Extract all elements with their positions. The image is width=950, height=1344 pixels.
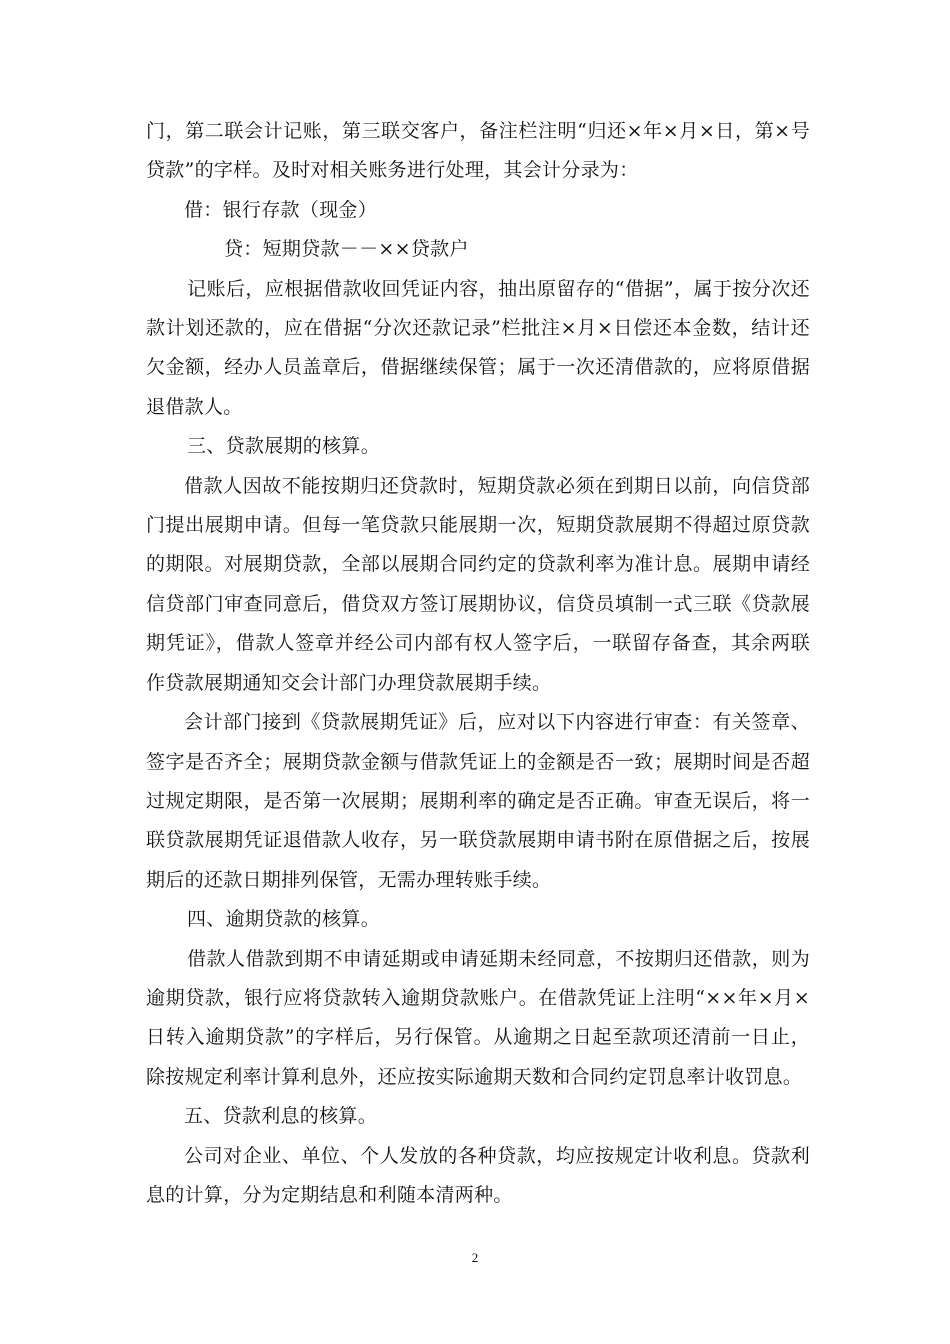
paragraph-11: 公司对企业、单位、个人发放的各种贷款，均应按规定计收利息。贷款利息的计算，分为定期结息和利随本清两种。 — [146, 1144, 810, 1206]
section-heading-5: 五、贷款利息的核算。 — [184, 1105, 378, 1128]
section-heading-3: 三、贷款展期的核算。 — [187, 435, 381, 458]
page-number: 2 — [471, 1250, 479, 1265]
section-heading-4: 四、逾期贷款的核算。 — [187, 908, 381, 931]
paragraph-7: 会计部门接到《贷款展期凭证》后，应对以下内容进行审查：有关签章、签字是否齐全；展期贷款金额与借款凭证上的金额是否一致；展期时间是否超过规定期限，是否第一次展期；展期利率的确定是否正确。审查无误后，将一联贷款展期凭证退借款人收存，另一联贷款展期申请书附在原借据之后，按展期后的还款日期排列保管，无需办理转账手续。 — [146, 711, 810, 891]
paragraph-6: 借款人因故不能按期归还贷款时，短期贷款必须在到期日以前，向信贷部门提出展期申请。但每一笔贷款只能展期一次，短期贷款展期不得超过原贷款的期限。对展期贷款，全部以展期合同约定的贷款利率为准计息。展期申请经信贷部门审查同意后，借贷双方签订展期协议，信贷员填制一式三联《贷款展期凭证》，借款人签章并经公司内部有权人签字后，一联留存备查，其余两联作贷款展期通知交会计部门办理贷款展期手续。 — [146, 474, 810, 694]
paragraph-1: 门，第二联会计记账，第三联交客户，备注栏注明“归还×年×月×日，第×号贷款”的字样。及时对相关账务进行处理，其会计分录为： — [146, 120, 810, 182]
paragraph-4: 记账后，应根据借款收回凭证内容，抽出原留存的“借据”，属于按分次还款计划还款的，应在借据“分次还款记录”栏批注×月×日偿还本金数，结计还欠金额，经办人员盖章后，借据继续保管；属于一次还清借款的，应将原借据退借款人。 — [146, 277, 810, 418]
paragraph-9: 借款人借款到期不申请延期或申请延期未经同意，不按期归还借款，则为逾期贷款，银行应将贷款转入逾期贷款账户。在借款凭证上注明“××年×月×日转入逾期贷款”的字样后，另行保管。从逾期之日起至款项还清前一日止，除按规定利率计算利息外，还应按实际逾期天数和合同约定罚息率计收罚息。 — [146, 947, 810, 1088]
body-text — [146, 112, 810, 1215]
paragraph-3: 贷：短期贷款－－××贷款户 — [224, 238, 469, 261]
paragraph-2: 借：银行存款（现金） — [184, 198, 378, 221]
